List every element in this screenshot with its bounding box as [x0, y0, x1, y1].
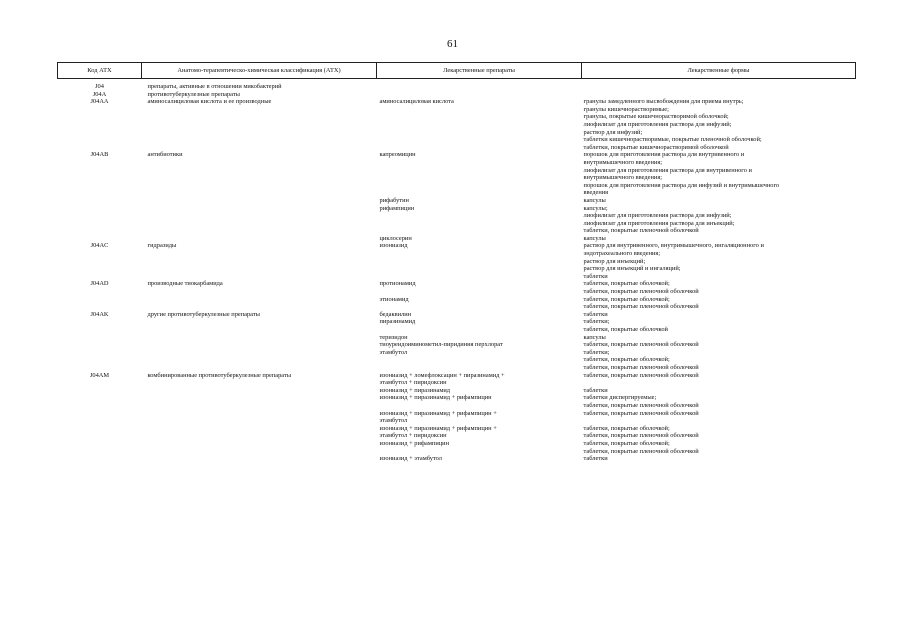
- atc-code: J04AD: [90, 280, 109, 288]
- drug-name: [377, 341, 582, 349]
- drug-name: [377, 372, 582, 387]
- dosage-form-line: таблетки, покрытые пленочной оболочкой: [583, 371, 699, 379]
- dosage-forms: [582, 341, 856, 349]
- atc-classification: антибиотики: [147, 151, 183, 159]
- table-row: [58, 372, 856, 387]
- atc-classification: аминосалициловая кислота и ее производные: [147, 98, 272, 106]
- dosage-forms: [582, 311, 856, 319]
- dosage-form-line: таблетки: [583, 272, 608, 280]
- atc-code: J04AB: [90, 151, 109, 159]
- table-row: [58, 311, 856, 319]
- drug-name: [377, 280, 582, 295]
- header-classification: Анатомо-терапевтическо-химическая классификация (АТХ): [142, 63, 377, 79]
- atc-classification: гидразиды: [147, 242, 177, 250]
- dosage-form-line: лиофилизат для приготовления раствора для внутривенного и: [583, 166, 752, 174]
- dosage-form-line: таблетки, покрытые пленочной оболочкой: [583, 363, 699, 371]
- dosage-form-line: таблетки, покрытые пленочной оболочкой: [583, 401, 699, 409]
- atc-classification: [142, 349, 377, 372]
- drug-name-line: рифампицин: [379, 204, 415, 212]
- atc-classification: другие противотуберкулезные препараты: [147, 310, 260, 318]
- atc-table: [57, 62, 856, 463]
- dosage-forms: [582, 296, 856, 311]
- drug-name: [377, 98, 582, 151]
- drug-name-line: изониазид + рифампицин: [379, 439, 450, 447]
- table-row: [58, 341, 856, 349]
- atc-code: [58, 235, 142, 243]
- drug-name: [377, 410, 582, 425]
- atc-code: [58, 455, 142, 463]
- dosage-form-line: таблетки: [583, 386, 608, 394]
- drug-name: [377, 242, 582, 280]
- table-header: [58, 63, 856, 79]
- table-row: [58, 98, 856, 151]
- dosage-forms: [582, 91, 856, 99]
- drug-name: [377, 349, 582, 372]
- table-row: [58, 410, 856, 425]
- drug-name: [377, 318, 582, 333]
- atc-code: [58, 394, 142, 409]
- table-row: [58, 455, 856, 463]
- drug-name: [377, 334, 582, 342]
- drug-name-line: этамбутол: [379, 348, 408, 356]
- dosage-form-line: таблетки, покрытые пленочной оболочкой: [583, 303, 699, 311]
- table-body: [58, 79, 856, 463]
- dosage-forms: [582, 425, 856, 440]
- drug-name: [377, 91, 582, 99]
- drug-name: [377, 197, 582, 205]
- dosage-form-line: эндотрахеального введения;: [583, 250, 661, 258]
- atc-classification: [142, 455, 377, 463]
- table-row: [58, 280, 856, 295]
- dosage-form-line: таблетки;: [583, 348, 610, 356]
- drug-name: [377, 151, 582, 197]
- drug-name-line: аминосалициловая кислота: [379, 98, 454, 106]
- dosage-forms: [582, 387, 856, 395]
- dosage-form-line: таблетки;: [583, 318, 610, 326]
- atc-code: [58, 341, 142, 349]
- atc-classification: [142, 205, 377, 235]
- atc-code: J04AA: [90, 98, 109, 106]
- dosage-form-line: лиофилизат для приготовления раствора для инфузий;: [583, 120, 732, 128]
- drug-name: [377, 235, 582, 243]
- table-row: [58, 387, 856, 395]
- dosage-form-line: таблетки, покрытые пленочной оболочкой: [583, 409, 699, 417]
- dosage-form-line: раствор для внутривенного, внутримышечного, ингаляционного и: [583, 242, 764, 250]
- dosage-form-line: капсулы: [583, 333, 606, 341]
- header-forms: Лекарственные формы: [582, 63, 856, 79]
- atc-classification: [142, 334, 377, 342]
- dosage-form-line: таблетки, покрытые пленочной оболочкой: [583, 288, 699, 296]
- atc-classification: [142, 440, 377, 455]
- dosage-form-line: таблетки, покрытые оболочкой;: [583, 356, 670, 364]
- dosage-form-line: капсулы: [583, 196, 606, 204]
- drug-name-line: изониазид + пиразинамид + рифампицин +: [379, 409, 497, 417]
- atc-classification: противотуберкулезные препараты: [147, 90, 240, 98]
- drug-name-line: бедаквилин: [379, 310, 412, 318]
- dosage-form-line: внутримышечного введения;: [583, 174, 663, 182]
- table-row: [58, 235, 856, 243]
- dosage-form-line: раствор для инъекций и ингаляций;: [583, 265, 681, 273]
- table-row: [58, 205, 856, 235]
- dosage-form-line: таблетки диспергируемые;: [583, 394, 657, 402]
- drug-name-line: изониазид: [379, 242, 408, 250]
- table-row: [58, 425, 856, 440]
- drug-name-line: тиоуреидоиминометил-пиридиния перхлорат: [379, 341, 503, 349]
- dosage-form-line: порошок для приготовления раствора для внутривенного и: [583, 151, 745, 159]
- table-row: [58, 197, 856, 205]
- table-row: [58, 318, 856, 333]
- drug-name-line: этамбутол: [379, 417, 408, 425]
- atc-code: J04: [95, 83, 104, 90]
- table-row: [58, 151, 856, 197]
- dosage-form-line: таблетки, покрытые оболочкой;: [583, 439, 670, 447]
- atc-code: [58, 425, 142, 440]
- header-code: Код АТХ: [58, 63, 142, 79]
- table-row: [58, 79, 856, 91]
- table-row: [58, 440, 856, 455]
- atc-classification: [142, 296, 377, 311]
- page-number: 61: [447, 38, 458, 50]
- atc-classification: [142, 341, 377, 349]
- dosage-forms: [582, 235, 856, 243]
- atc-code: J04AK: [90, 310, 109, 318]
- dosage-form-line: гранулы, покрытые кишечнорастворимой оболочкой;: [583, 113, 729, 121]
- drug-name: [377, 455, 582, 463]
- dosage-form-line: гранулы замедленного высвобождения для приема внутрь;: [583, 98, 744, 106]
- dosage-form-line: лиофилизат для приготовления раствора для инфузий;: [583, 212, 732, 220]
- dosage-form-line: таблетки, покрытые пленочной оболочкой: [583, 341, 699, 349]
- atc-classification: [142, 425, 377, 440]
- drug-name: [377, 387, 582, 395]
- drug-name-line: капреомицин: [379, 151, 416, 159]
- drug-name: [377, 394, 582, 409]
- dosage-forms: [582, 394, 856, 409]
- atc-classification: комбинированные противотуберкулезные препараты: [147, 371, 292, 379]
- header-drugs: Лекарственные препараты: [377, 63, 582, 79]
- atc-code: [58, 197, 142, 205]
- atc-code: J04A: [92, 90, 107, 98]
- atc-classification: [142, 394, 377, 409]
- dosage-forms: [582, 334, 856, 342]
- atc-code: [58, 440, 142, 455]
- dosage-form-line: таблетки, покрытые оболочкой: [583, 326, 668, 333]
- atc-classification: производные тиокарбамида: [147, 280, 223, 288]
- atc-classification: препараты, активные в отношении микобактерий: [147, 83, 282, 90]
- dosage-form-line: таблетки: [583, 455, 608, 463]
- dosage-form-line: таблетки, покрытые оболочкой;: [583, 424, 670, 432]
- dosage-forms: [582, 205, 856, 235]
- dosage-form-line: таблетки, покрытые кишечнорастворимой оболочкой: [583, 143, 729, 151]
- atc-code: [58, 205, 142, 235]
- table-row: [58, 296, 856, 311]
- dosage-form-line: раствор для инфузий;: [583, 128, 643, 136]
- atc-classification: [142, 318, 377, 333]
- drug-name: [377, 296, 582, 311]
- dosage-form-line: введения: [583, 189, 609, 197]
- drug-name-line: изониазид + ломефлоксацин + пиразинамид +: [379, 371, 505, 379]
- drug-name: [377, 311, 582, 319]
- dosage-forms: [582, 455, 856, 463]
- atc-classification: [142, 235, 377, 243]
- drug-name-line: этамбутол + пиридоксин: [379, 379, 447, 387]
- drug-name-line: протионамид: [379, 280, 416, 288]
- dosage-forms: [582, 197, 856, 205]
- atc-code: [58, 387, 142, 395]
- drug-name-line: изониазид + этамбутол: [379, 455, 442, 463]
- table-row: [58, 242, 856, 280]
- drug-name-line: этамбутол + пиридоксин: [379, 432, 447, 440]
- atc-classification: [142, 197, 377, 205]
- atc-code: [58, 318, 142, 333]
- atc-classification: [142, 387, 377, 395]
- drug-name-line: изониазид + пиразинамид + рифампицин +: [379, 424, 497, 432]
- dosage-forms: [582, 98, 856, 151]
- atc-code: [58, 296, 142, 311]
- drug-name-line: теризидон: [379, 333, 408, 341]
- atc-code: [58, 349, 142, 372]
- atc-code: [58, 334, 142, 342]
- dosage-form-line: таблетки, покрытые оболочкой;: [583, 295, 670, 303]
- dosage-forms: [582, 79, 856, 91]
- drug-name-line: изониазид + пиразинамид + рифампицин: [379, 394, 492, 402]
- atc-code: J04AC: [90, 242, 109, 250]
- table-row: [58, 349, 856, 372]
- dosage-form-line: лиофилизат для приготовления раствора для инъекций;: [583, 219, 735, 227]
- table-row: [58, 334, 856, 342]
- drug-name: [377, 425, 582, 440]
- dosage-forms: [582, 318, 856, 333]
- dosage-forms: [582, 410, 856, 425]
- dosage-form-line: таблетки, покрытые пленочной оболочкой: [583, 447, 699, 455]
- dosage-forms: [582, 372, 856, 387]
- drug-name-line: рифабутин: [379, 196, 409, 204]
- dosage-forms: [582, 151, 856, 197]
- dosage-forms: [582, 349, 856, 372]
- dosage-form-line: капсулы;: [583, 204, 608, 212]
- table-row: [58, 394, 856, 409]
- atc-code: J04AM: [89, 371, 110, 379]
- drug-name-line: этионамид: [379, 295, 409, 303]
- dosage-form-line: раствор для инъекций;: [583, 257, 646, 265]
- table-row: [58, 91, 856, 99]
- drug-name: [377, 205, 582, 235]
- dosage-form-line: капсулы: [583, 234, 606, 242]
- drug-name-line: изониазид + пиразинамид: [379, 386, 451, 394]
- dosage-form-line: таблетки кишечнорастворимые, покрытые пленочной оболочкой;: [583, 136, 762, 144]
- drug-name: [377, 440, 582, 455]
- dosage-forms: [582, 242, 856, 280]
- atc-code: [58, 410, 142, 425]
- dosage-form-line: порошок для приготовления раствора для инфузий и внутримышечного: [583, 181, 780, 189]
- dosage-form-line: таблетки: [583, 310, 608, 318]
- atc-classification: [142, 410, 377, 425]
- dosage-form-line: таблетки, покрытые пленочной оболочкой: [583, 432, 699, 440]
- drug-name: [377, 79, 582, 91]
- dosage-form-line: гранулы кишечнорастворимые;: [583, 105, 669, 113]
- drug-name-line: циклосерин: [379, 234, 412, 242]
- drug-name-line: пиразинамид: [379, 318, 416, 326]
- dosage-forms: [582, 440, 856, 455]
- dosage-form-line: таблетки, покрытые пленочной оболочкой: [583, 227, 699, 235]
- dosage-forms: [582, 280, 856, 295]
- dosage-form-line: таблетки, покрытые оболочкой;: [583, 280, 670, 288]
- dosage-form-line: внутримышечного введения;: [583, 158, 663, 166]
